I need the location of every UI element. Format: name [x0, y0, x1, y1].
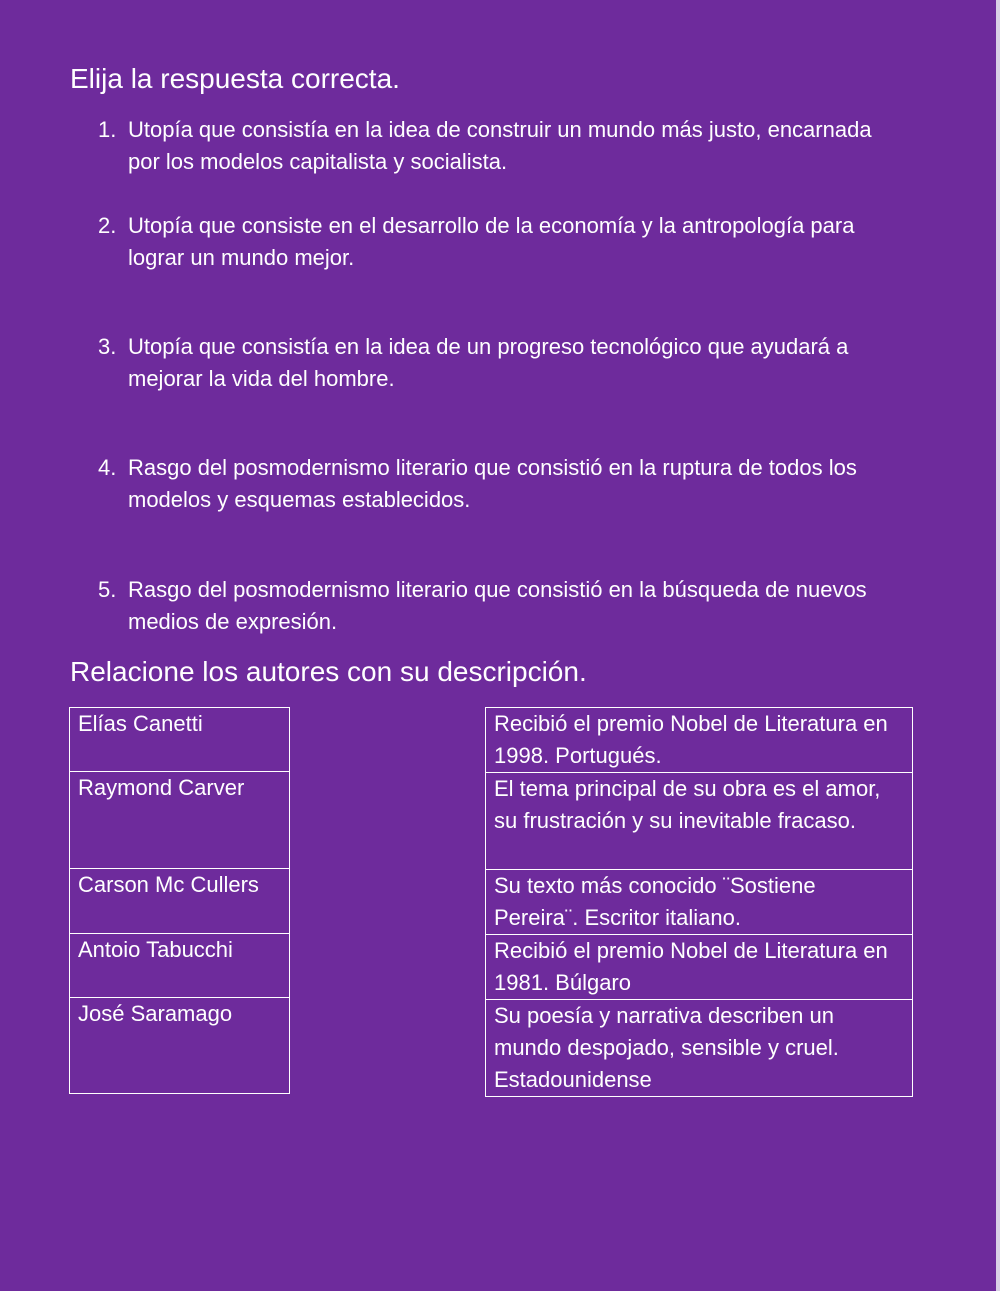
- section-title-choose: Elija la respuesta correcta.: [70, 63, 400, 94]
- description-cell[interactable]: El tema principal de su obra es el amor, su frustración y su inevitable fracaso.: [486, 773, 913, 870]
- question-number: 5.: [98, 577, 117, 602]
- question-item: [98, 574, 908, 638]
- description-cell[interactable]: Recibió el premio Nobel de Literatura en 1998. Portugués.: [486, 708, 913, 773]
- question-text: Rasgo del posmodernismo literario que consistió en la ruptura de todos los modelos y esquemas establecidos.: [128, 455, 857, 512]
- question-text: Rasgo del posmodernismo literario que consistió en la búsqueda de nuevos medios de expresión.: [128, 577, 867, 634]
- question-text: Utopía que consistía en la idea de construir un mundo más justo, encarnada por los modelos capitalista y socialista.: [128, 117, 872, 174]
- question-item: [98, 331, 908, 395]
- page-edge: [996, 0, 1000, 1291]
- author-cell[interactable]: Elías Canetti: [70, 708, 290, 772]
- question-item: [98, 114, 908, 178]
- question-item: [98, 452, 908, 516]
- question-text: Utopía que consiste en el desarrollo de la economía y la antropología para lograr un mundo mejor.: [128, 213, 855, 270]
- question-number: 4.: [98, 455, 117, 480]
- question-number: 3.: [98, 334, 117, 359]
- description-cell[interactable]: Su texto más conocido ¨Sostiene Pereira¨. Escritor italiano.: [486, 870, 913, 935]
- description-cell[interactable]: Recibió el premio Nobel de Literatura en 1981. Búlgaro: [486, 935, 913, 1000]
- author-cell[interactable]: José Saramago: [70, 998, 290, 1094]
- question-item: [98, 210, 908, 274]
- authors-table: [69, 707, 290, 1094]
- description-cell[interactable]: Su poesía y narrativa describen un mundo despojado, sensible y cruel. Estadounidense: [486, 1000, 913, 1097]
- descriptions-table: [485, 707, 913, 1097]
- author-cell[interactable]: Raymond Carver: [70, 772, 290, 869]
- question-number: 2.: [98, 213, 117, 238]
- question-number: 1.: [98, 117, 117, 142]
- author-cell[interactable]: Antoio Tabucchi: [70, 934, 290, 998]
- author-cell[interactable]: Carson Mc Cullers: [70, 869, 290, 934]
- section-title-match: Relacione los autores con su descripción.: [70, 656, 587, 687]
- question-text: Utopía que consistía en la idea de un progreso tecnológico que ayudará a mejorar la vida del hombre.: [128, 334, 849, 391]
